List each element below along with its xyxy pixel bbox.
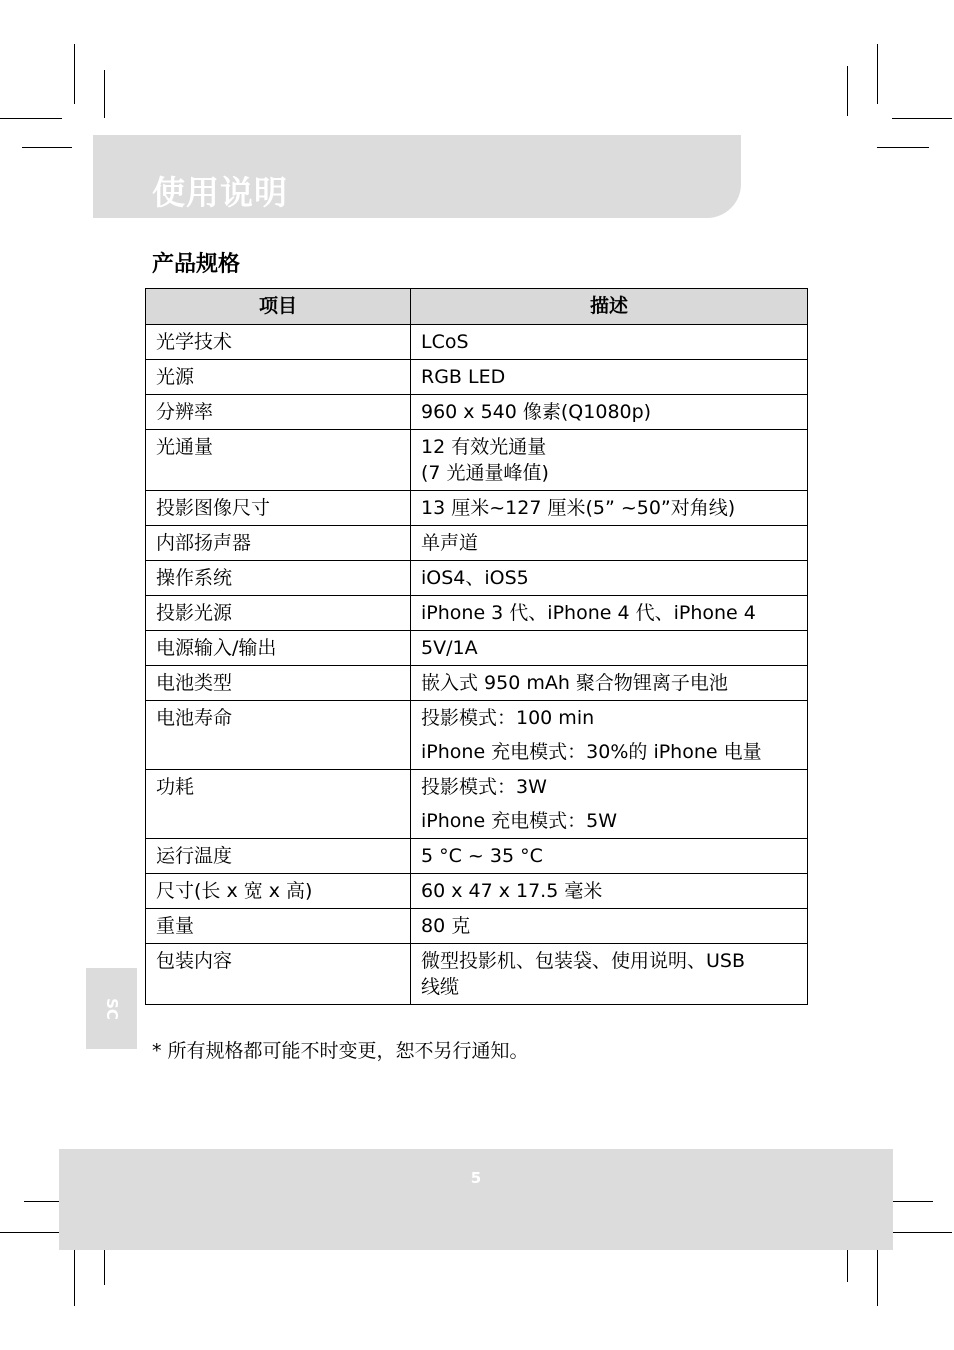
column-header-description: 描述 (411, 289, 808, 325)
spec-item: 电池寿命 (146, 701, 411, 770)
crop-mark (877, 44, 878, 104)
spec-item: 包装内容 (146, 944, 411, 1005)
table-row (146, 395, 808, 430)
spec-description (411, 395, 808, 430)
table-row (146, 874, 808, 909)
spec-table (145, 288, 808, 1005)
spec-description-line: 5 °C ~ 35 °C (421, 845, 543, 867)
spec-description (411, 770, 808, 839)
table-row (146, 526, 808, 561)
spec-description-line: LCoS (421, 331, 469, 353)
spec-item: 电源输入/输出 (146, 631, 411, 666)
table-row (146, 561, 808, 596)
spec-description-line: 960 x 540 像素(Q1080p) (421, 401, 652, 423)
spec-item: 功耗 (146, 770, 411, 839)
crop-mark (847, 66, 848, 116)
spec-description-line: 投影模式：3W (421, 776, 547, 798)
section-title: 产品规格 (152, 252, 241, 277)
spec-item: 操作系统 (146, 561, 411, 596)
spec-item: 电池类型 (146, 666, 411, 701)
page-number: 5 (470, 1169, 482, 1187)
spec-description-line: iPhone 充电模式：30%的 iPhone 电量 (421, 741, 762, 763)
crop-mark (74, 44, 75, 104)
table-row (146, 360, 808, 395)
spec-description (411, 360, 808, 395)
spec-description-line: 80 克 (421, 915, 471, 937)
spec-description-line: 60 x 47 x 17.5 毫米 (421, 880, 603, 902)
spec-description-line: 单声道 (421, 532, 479, 554)
spec-item: 分辨率 (146, 395, 411, 430)
spec-item: 光学技术 (146, 325, 411, 360)
table-row (146, 631, 808, 666)
table-row (146, 666, 808, 701)
crop-mark (0, 118, 62, 119)
crop-mark (892, 1232, 952, 1233)
spec-description-line: iOS4、iOS5 (421, 567, 529, 589)
crop-mark (892, 118, 952, 119)
spec-description (411, 701, 808, 770)
spec-description (411, 325, 808, 360)
spec-description-line: 5V/1A (421, 637, 478, 659)
table-row (146, 430, 808, 491)
footnote: * 所有规格都可能不时变更，恕不另行通知。 (152, 1040, 529, 1062)
spec-description (411, 430, 808, 491)
spec-description-line: 13 厘米~127 厘米(5” ~50”对角线) (421, 497, 736, 519)
spec-description (411, 666, 808, 701)
spec-description-line: (7 光通量峰值) (421, 462, 549, 484)
column-header-item: 项目 (146, 289, 411, 325)
crop-mark (104, 70, 105, 118)
spec-description-line: iPhone 3 代、iPhone 4 代、iPhone 4 (421, 602, 756, 624)
spec-item: 投影光源 (146, 596, 411, 631)
table-row (146, 839, 808, 874)
spec-description-line: iPhone 充电模式：5W (421, 810, 618, 832)
spec-description (411, 631, 808, 666)
table-row (146, 491, 808, 526)
spec-description (411, 491, 808, 526)
spec-description-line: 线缆 (421, 976, 460, 998)
crop-mark (877, 147, 929, 148)
spec-item: 光通量 (146, 430, 411, 491)
table-row (146, 770, 808, 839)
spec-description (411, 909, 808, 944)
spec-description (411, 526, 808, 561)
table-row (146, 944, 808, 1005)
spec-description-line: 微型投影机、包装袋、使用说明、USB (421, 950, 746, 972)
spec-description-line: 嵌入式 950 mAh 聚合物锂离子电池 (421, 672, 728, 694)
crop-mark (74, 1246, 75, 1306)
spec-description (411, 596, 808, 631)
spec-description-line: 12 有效光通量 (421, 436, 547, 458)
spec-item: 内部扬声器 (146, 526, 411, 561)
spec-description-line: 投影模式：100 min (421, 707, 595, 729)
table-row (146, 596, 808, 631)
language-tab (86, 968, 137, 1049)
spec-description (411, 944, 808, 1005)
spec-item: 重量 (146, 909, 411, 944)
spec-description-line: RGB LED (421, 366, 506, 388)
spec-item: 尺寸(长 x 宽 x 高) (146, 874, 411, 909)
crop-mark (0, 1232, 62, 1233)
table-row (146, 701, 808, 770)
table-row (146, 909, 808, 944)
spec-item: 运行温度 (146, 839, 411, 874)
spec-item: 投影图像尺寸 (146, 491, 411, 526)
spec-description (411, 839, 808, 874)
table-header-row (146, 289, 808, 325)
crop-mark (877, 1246, 878, 1306)
crop-mark (22, 147, 72, 148)
footer-band (59, 1149, 893, 1250)
spec-description (411, 561, 808, 596)
table-row (146, 325, 808, 360)
language-tab-label: SC (102, 997, 121, 1020)
page-title: 使用说明 (152, 173, 288, 212)
spec-description (411, 874, 808, 909)
spec-item: 光源 (146, 360, 411, 395)
